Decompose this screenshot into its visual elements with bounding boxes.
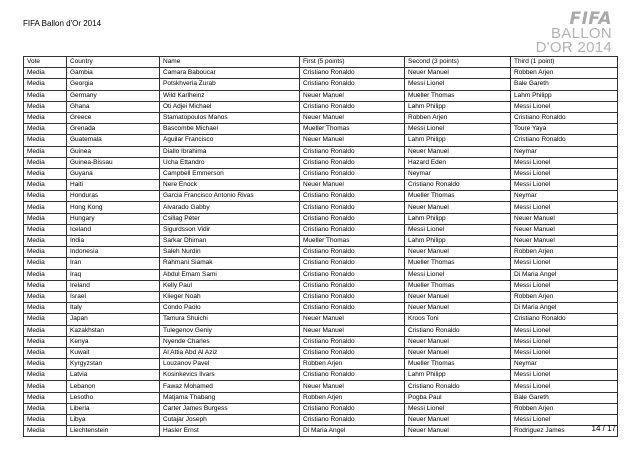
cell-second: Neuer Manuel <box>405 415 511 426</box>
cell-name: Bascombe Michael <box>160 124 300 135</box>
cell-second: Lahm Philipp <box>405 101 511 112</box>
cell-second: Neuer Manuel <box>405 247 511 258</box>
cell-third: Messi Lionel <box>511 180 618 191</box>
cell-first: Cristiano Ronaldo <box>300 303 405 314</box>
cell-second: Neymar <box>405 168 511 179</box>
cell-first: Cristiano Ronaldo <box>300 269 405 280</box>
cell-name: Wild Karlheinz <box>160 90 300 101</box>
cell-third: Bale Gareth <box>511 392 618 403</box>
cell-vote: Media <box>24 180 67 191</box>
cell-country: Liberia <box>67 403 160 414</box>
cell-third: Lahm Philipp <box>511 90 618 101</box>
cell-third: Messi Lionel <box>511 202 618 213</box>
table-row <box>24 68 618 79</box>
cell-country: Kyrgyzstan <box>67 359 160 370</box>
header-second: Second (3 points) <box>405 57 511 68</box>
cell-vote: Media <box>24 202 67 213</box>
cell-country: Iran <box>67 258 160 269</box>
cell-first: Cristiano Ronaldo <box>300 168 405 179</box>
cell-country: Guinea <box>67 146 160 157</box>
cell-vote: Media <box>24 381 67 392</box>
table-row <box>24 124 618 135</box>
cell-name: Oti Adjei Michael <box>160 101 300 112</box>
cell-country: Guatemala <box>67 135 160 146</box>
cell-country: Gambia <box>67 68 160 79</box>
page-number: 14 / 17 <box>591 424 616 433</box>
cell-third: Messi Lionel <box>511 370 618 381</box>
cell-name: Sigurdsson Vidir <box>160 224 300 235</box>
cell-third: Neuer Manuel <box>511 236 618 247</box>
header-name: Name <box>160 57 300 68</box>
cell-third: Robben Arjen <box>511 68 618 79</box>
table-row <box>24 180 618 191</box>
cell-second: Messi Lionel <box>405 269 511 280</box>
cell-third: Messi Lionel <box>511 381 618 392</box>
cell-first: Neuer Manuel <box>300 90 405 101</box>
cell-third: Robben Arjen <box>511 403 618 414</box>
cell-second: Lahm Philipp <box>405 135 511 146</box>
cell-country: Hungary <box>67 213 160 224</box>
cell-name: Tamura Shuichi <box>160 314 300 325</box>
cell-second: Cristiano Ronaldo <box>405 381 511 392</box>
cell-third: Rodriguez James <box>511 426 618 437</box>
cell-second: Neuer Manuel <box>405 426 511 437</box>
cell-country: Indonesia <box>67 247 160 258</box>
table-row <box>24 269 618 280</box>
table-row <box>24 403 618 414</box>
cell-vote: Media <box>24 191 67 202</box>
cell-vote: Media <box>24 325 67 336</box>
table-row <box>24 202 618 213</box>
cell-vote: Media <box>24 79 67 90</box>
cell-first: Cristiano Ronaldo <box>300 79 405 90</box>
table-row <box>24 336 618 347</box>
cell-second: Neuer Manuel <box>405 291 511 302</box>
cell-country: Grenada <box>67 124 160 135</box>
cell-name: Tulegenov Geniy <box>160 325 300 336</box>
table-row <box>24 146 618 157</box>
cell-vote: Media <box>24 101 67 112</box>
table-row <box>24 325 618 336</box>
table-row <box>24 381 618 392</box>
cell-third: Messi Lionel <box>511 258 618 269</box>
cell-first: Neuer Manuel <box>300 314 405 325</box>
cell-second: Neuer Manuel <box>405 146 511 157</box>
logo-dor-text: D'OR 2014 <box>535 39 612 56</box>
table-body <box>24 68 618 437</box>
table-row <box>24 90 618 101</box>
cell-vote: Media <box>24 146 67 157</box>
cell-country: Libya <box>67 415 160 426</box>
cell-second: Messi Lionel <box>405 224 511 235</box>
cell-third: Messi Lionel <box>511 336 618 347</box>
cell-first: Cristiano Ronaldo <box>300 347 405 358</box>
cell-country: Haiti <box>67 180 160 191</box>
cell-vote: Media <box>24 157 67 168</box>
cell-name: Condo Paolo <box>160 303 300 314</box>
votes-table <box>23 56 618 437</box>
cell-third: Neymar <box>511 191 618 202</box>
cell-second: Messi Lionel <box>405 403 511 414</box>
cell-name: Stamatopoulos Manos <box>160 112 300 123</box>
cell-country: Germany <box>67 90 160 101</box>
cell-country: Liechtenstein <box>67 426 160 437</box>
cell-country: Hong Kong <box>67 202 160 213</box>
cell-first: Cristiano Ronaldo <box>300 247 405 258</box>
cell-first: Cristiano Ronaldo <box>300 336 405 347</box>
cell-name: Klieger Noah <box>160 291 300 302</box>
cell-third: Messi Lionel <box>511 168 618 179</box>
cell-country: Lebanon <box>67 381 160 392</box>
cell-vote: Media <box>24 124 67 135</box>
cell-first: Neuer Manuel <box>300 112 405 123</box>
cell-country: Japan <box>67 314 160 325</box>
cell-vote: Media <box>24 415 67 426</box>
cell-name: Louzanov Pavel <box>160 359 300 370</box>
cell-vote: Media <box>24 269 67 280</box>
cell-first: Robben Arjen <box>300 359 405 370</box>
cell-first: Cristiano Ronaldo <box>300 280 405 291</box>
table-row <box>24 168 618 179</box>
fifa-ballon-dor-logo <box>494 11 612 57</box>
cell-country: Kazakhstan <box>67 325 160 336</box>
cell-name: Csillag Péter <box>160 213 300 224</box>
cell-third: Cristiano Ronaldo <box>511 135 618 146</box>
table-row <box>24 135 618 146</box>
document-title: FIFA Ballon d'Or 2014 <box>23 19 102 28</box>
cell-country: Iceland <box>67 224 160 235</box>
cell-name: Nyende Charles <box>160 336 300 347</box>
cell-name: Saleh Nurdin <box>160 247 300 258</box>
cell-second: Neuer Manuel <box>405 68 511 79</box>
cell-second: Neuer Manuel <box>405 336 511 347</box>
cell-country: Latvia <box>67 370 160 381</box>
cell-name: Fawaz Mohamed <box>160 381 300 392</box>
table-row <box>24 258 618 269</box>
cell-second: Mueller Thomas <box>405 359 511 370</box>
cell-first: Robben Arjen <box>300 392 405 403</box>
cell-name: Potskhveria Zurab <box>160 79 300 90</box>
cell-first: Cristiano Ronaldo <box>300 370 405 381</box>
cell-name: Nere Enock <box>160 180 300 191</box>
cell-third: Bale Gareth <box>511 79 618 90</box>
cell-vote: Media <box>24 236 67 247</box>
cell-first: Cristiano Ronaldo <box>300 68 405 79</box>
table-row <box>24 359 618 370</box>
logo-fifa-text: FIFA <box>569 9 612 29</box>
cell-third: Di Maria Angel <box>511 303 618 314</box>
cell-country: Lesotho <box>67 392 160 403</box>
cell-first: Cristiano Ronaldo <box>300 291 405 302</box>
cell-third: Toure Yaya <box>511 124 618 135</box>
header-first: First (5 points) <box>300 57 405 68</box>
header-country: Country <box>67 57 160 68</box>
cell-third: Messi Lionel <box>511 101 618 112</box>
cell-name: Matjama Thabang <box>160 392 300 403</box>
cell-second: Kroos Toni <box>405 314 511 325</box>
cell-first: Neuer Manuel <box>300 325 405 336</box>
cell-third: Messi Lionel <box>511 280 618 291</box>
cell-second: Hazard Eden <box>405 157 511 168</box>
cell-vote: Media <box>24 291 67 302</box>
cell-third: Robben Arjen <box>511 247 618 258</box>
table-row <box>24 426 618 437</box>
cell-first: Cristiano Ronaldo <box>300 403 405 414</box>
cell-vote: Media <box>24 359 67 370</box>
table-row <box>24 247 618 258</box>
cell-third: Messi Lionel <box>511 325 618 336</box>
cell-first: Cristiano Ronaldo <box>300 415 405 426</box>
cell-third: Messi Lionel <box>511 157 618 168</box>
table-row <box>24 347 618 358</box>
table-row <box>24 303 618 314</box>
cell-name: Campbell Emmerson <box>160 168 300 179</box>
cell-name: Alvarado Gabby <box>160 202 300 213</box>
cell-second: Messi Lionel <box>405 79 511 90</box>
cell-vote: Media <box>24 392 67 403</box>
table-row <box>24 280 618 291</box>
cell-third: Messi Lionel <box>511 347 618 358</box>
cell-second: Mueller Thomas <box>405 258 511 269</box>
cell-second: Cristiano Ronaldo <box>405 325 511 336</box>
cell-country: Kenya <box>67 336 160 347</box>
cell-country: Kuwait <box>67 347 160 358</box>
cell-vote: Media <box>24 370 67 381</box>
cell-vote: Media <box>24 314 67 325</box>
cell-second: Mueller Thomas <box>405 191 511 202</box>
cell-name: Kelly Paul <box>160 280 300 291</box>
cell-first: Neuer Manuel <box>300 180 405 191</box>
cell-first: Mueller Thomas <box>300 236 405 247</box>
cell-vote: Media <box>24 403 67 414</box>
cell-second: Neuer Manuel <box>405 303 511 314</box>
cell-vote: Media <box>24 336 67 347</box>
cell-third: Cristiano Ronaldo <box>511 314 618 325</box>
cell-country: Georgia <box>67 79 160 90</box>
cell-third: Robben Arjen <box>511 291 618 302</box>
cell-country: Iraq <box>67 269 160 280</box>
table-row <box>24 291 618 302</box>
table-row <box>24 157 618 168</box>
cell-vote: Media <box>24 247 67 258</box>
cell-vote: Media <box>24 303 67 314</box>
cell-vote: Media <box>24 90 67 101</box>
cell-third: Neymar <box>511 146 618 157</box>
cell-first: Cristiano Ronaldo <box>300 202 405 213</box>
cell-name: Abdul Emam Sami <box>160 269 300 280</box>
cell-first: Cristiano Ronaldo <box>300 191 405 202</box>
cell-first: Neuer Manuel <box>300 381 405 392</box>
cell-name: Camara Baboucar <box>160 68 300 79</box>
table-header-row <box>24 57 618 68</box>
cell-vote: Media <box>24 224 67 235</box>
cell-first: Cristiano Ronaldo <box>300 157 405 168</box>
cell-first: Cristiano Ronaldo <box>300 101 405 112</box>
cell-vote: Media <box>24 213 67 224</box>
cell-country: Ireland <box>67 280 160 291</box>
cell-second: Mueller Thomas <box>405 90 511 101</box>
cell-second: Pogba Paul <box>405 392 511 403</box>
cell-name: Carter James Burgess <box>160 403 300 414</box>
cell-country: Honduras <box>67 191 160 202</box>
cell-first: Cristiano Ronaldo <box>300 224 405 235</box>
cell-country: Ghana <box>67 101 160 112</box>
table-row <box>24 213 618 224</box>
cell-first: Neuer Manuel <box>300 135 405 146</box>
cell-first: Di Maria Angel <box>300 426 405 437</box>
cell-vote: Media <box>24 347 67 358</box>
header-third: Third (1 point) <box>511 57 618 68</box>
cell-vote: Media <box>24 280 67 291</box>
cell-country: Guyana <box>67 168 160 179</box>
table-row <box>24 224 618 235</box>
cell-country: Greece <box>67 112 160 123</box>
cell-second: Robben Arjen <box>405 112 511 123</box>
header-vote: Vote <box>24 57 67 68</box>
cell-name: Al Attia Abd Al Aziz <box>160 347 300 358</box>
cell-vote: Media <box>24 68 67 79</box>
cell-second: Lahm Philipp <box>405 213 511 224</box>
cell-third: Neymar <box>511 359 618 370</box>
cell-third: Neuer Manuel <box>511 224 618 235</box>
cell-name: Rahmani Siamak <box>160 258 300 269</box>
cell-name: Sarkar Dhiman <box>160 236 300 247</box>
cell-third: Messi Lionel <box>511 415 618 426</box>
table-row <box>24 101 618 112</box>
cell-third: Cristiano Ronaldo <box>511 112 618 123</box>
cell-name: Kosinkevics Ilvars <box>160 370 300 381</box>
table-row <box>24 191 618 202</box>
cell-vote: Media <box>24 258 67 269</box>
cell-second: Lahm Philipp <box>405 370 511 381</box>
cell-country: Israel <box>67 291 160 302</box>
cell-first: Cristiano Ronaldo <box>300 258 405 269</box>
cell-name: Ucha Ettandro <box>160 157 300 168</box>
cell-third: Neuer Manuel <box>511 213 618 224</box>
cell-first: Cristiano Ronaldo <box>300 146 405 157</box>
logo-ballon-text: BALLON <box>551 25 612 42</box>
cell-second: Lahm Philipp <box>405 236 511 247</box>
cell-name: Aguilar Francisco <box>160 135 300 146</box>
cell-second: Neuer Manuel <box>405 202 511 213</box>
cell-second: Mueller Thomas <box>405 280 511 291</box>
cell-vote: Media <box>24 426 67 437</box>
cell-country: Guinea-Bissau <box>67 157 160 168</box>
cell-vote: Media <box>24 135 67 146</box>
cell-second: Cristiano Ronaldo <box>405 180 511 191</box>
cell-country: India <box>67 236 160 247</box>
table-row <box>24 392 618 403</box>
cell-name: Garcia Francisco Antonio Rivas <box>160 191 300 202</box>
table-row <box>24 79 618 90</box>
table-row <box>24 236 618 247</box>
cell-vote: Media <box>24 168 67 179</box>
table-row <box>24 370 618 381</box>
cell-country: Italy <box>67 303 160 314</box>
cell-first: Cristiano Ronaldo <box>300 213 405 224</box>
table-row <box>24 314 618 325</box>
cell-second: Neuer Manuel <box>405 347 511 358</box>
cell-name: Hasler Ernst <box>160 426 300 437</box>
cell-third: Di Maria Angel <box>511 269 618 280</box>
cell-first: Mueller Thomas <box>300 124 405 135</box>
cell-name: Diallo Ibrahima <box>160 146 300 157</box>
table-row <box>24 415 618 426</box>
table-row <box>24 112 618 123</box>
cell-name: Cutajar Joseph <box>160 415 300 426</box>
cell-second: Messi Lionel <box>405 124 511 135</box>
cell-vote: Media <box>24 112 67 123</box>
